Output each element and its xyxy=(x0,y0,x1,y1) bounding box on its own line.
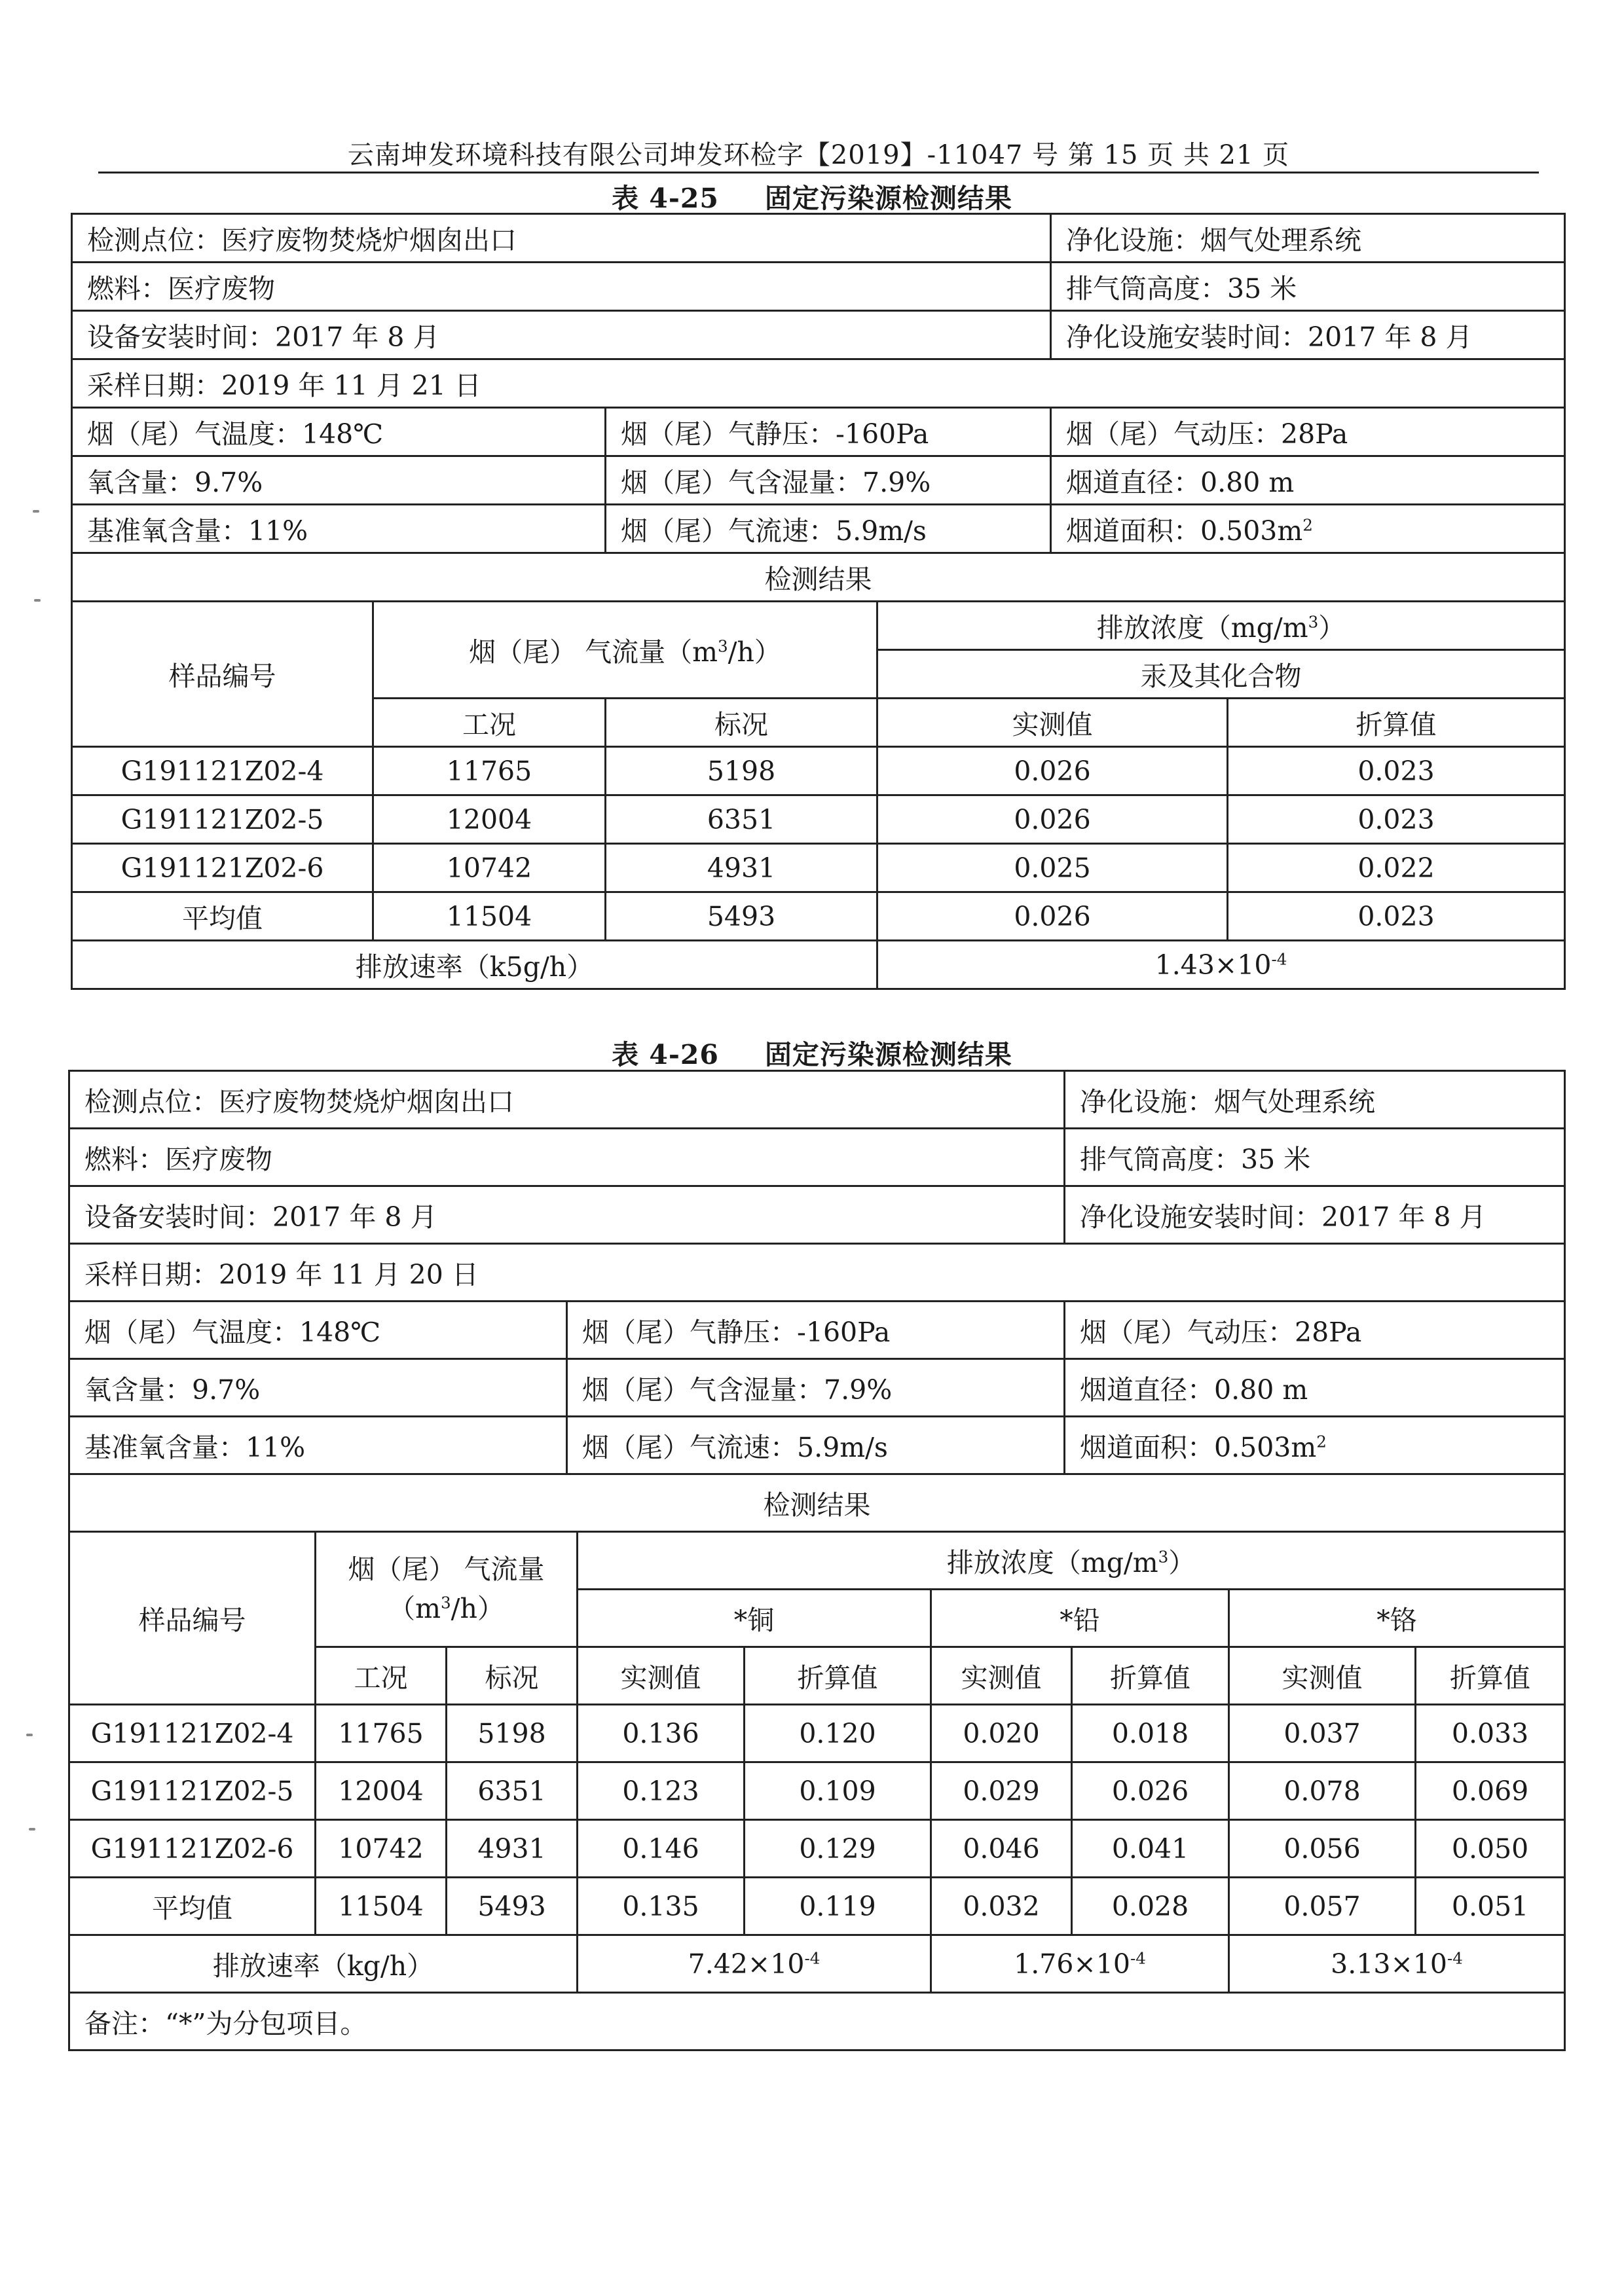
t1-results-title: 检测结果 xyxy=(72,553,1565,602)
t2-h-measured: 实测值 xyxy=(931,1647,1072,1705)
t1-fuel: 燃料：医疗废物 xyxy=(72,263,1051,311)
t2-rate-chromium-text: 3.13×10 xyxy=(1331,1948,1447,1980)
page-header: 云南坤发环境科技有限公司坤发环检字【2019】-11047 号 第 15 页 共 21 页 xyxy=(347,140,1290,170)
t1-cell: 11765 xyxy=(373,747,606,795)
t2-cell: 0.026 xyxy=(1072,1762,1229,1820)
t1-h-work: 工况 xyxy=(373,699,606,747)
t1-cell: 平均值 xyxy=(72,892,373,941)
t2-cell: 平均值 xyxy=(69,1878,316,1935)
t2-cell: 0.051 xyxy=(1416,1878,1565,1935)
t2-flow-speed: 烟（尾）气流速：5.9m/s xyxy=(567,1417,1065,1474)
table2-caption xyxy=(0,1033,1624,1072)
scan-mark xyxy=(34,599,41,602)
t2-cell: 0.136 xyxy=(578,1705,745,1762)
t2-duct-diameter: 烟道直径：0.80 m xyxy=(1065,1359,1565,1417)
t2-h-converted: 折算值 xyxy=(1072,1647,1229,1705)
t2-h-flow-tail: /h） xyxy=(451,1592,504,1624)
t1-duct-diameter: 烟道直径：0.80 m xyxy=(1051,456,1565,505)
t2-h-converted: 折算值 xyxy=(745,1647,931,1705)
t2-h-std: 标况 xyxy=(447,1647,578,1705)
t2-cell: 0.135 xyxy=(578,1878,745,1935)
t2-cell: 0.109 xyxy=(745,1762,931,1820)
t2-cell: 0.020 xyxy=(931,1705,1072,1762)
t2-h-flow-line2: （m xyxy=(388,1592,441,1624)
t2-cell: G191121Z02-6 xyxy=(69,1820,316,1878)
t1-h-flow-tail: /h） xyxy=(728,636,781,668)
t2-humidity: 烟（尾）气含湿量：7.9% xyxy=(567,1359,1065,1417)
t2-rate-lead xyxy=(931,1935,1229,1993)
t1-h-conc-sup: 3 xyxy=(1308,612,1319,632)
t1-cell: 0.023 xyxy=(1228,747,1565,795)
t1-dynamic-pressure: 烟（尾）气动压：28Pa xyxy=(1051,408,1565,456)
table-row xyxy=(69,1878,1565,1935)
table1 xyxy=(71,213,1566,602)
table1-caption-number: 表 4-25 xyxy=(612,183,719,214)
t2-fuel: 燃料：医疗废物 xyxy=(69,1129,1065,1186)
t2-duct-area-sup: 2 xyxy=(1316,1432,1327,1451)
t2-cell: 5198 xyxy=(447,1705,578,1762)
t2-location: 检测点位：医疗废物焚烧炉烟囱出口 xyxy=(69,1071,1065,1129)
t2-cell: 0.119 xyxy=(745,1878,931,1935)
t2-rate-label: 排放速率（kg/h） xyxy=(69,1935,578,1993)
t2-cell: 0.057 xyxy=(1229,1878,1416,1935)
t2-cell: 0.033 xyxy=(1416,1705,1565,1762)
t1-rate-value xyxy=(877,941,1565,989)
t1-h-conc xyxy=(877,602,1565,650)
t1-cell: 0.023 xyxy=(1228,892,1565,941)
t2-duct-area-text: 烟道面积：0.503m xyxy=(1080,1432,1317,1463)
t1-rate-value-text: 1.43×10 xyxy=(1154,949,1272,981)
t1-humidity: 烟（尾）气含湿量：7.9% xyxy=(606,456,1051,505)
table2-caption-number: 表 4-26 xyxy=(612,1039,719,1070)
t1-cell: G191121Z02-4 xyxy=(72,747,373,795)
t1-ref-oxygen: 基准氧含量：11% xyxy=(72,505,606,553)
t2-cell: 6351 xyxy=(447,1762,578,1820)
t2-h-conc-tail: ） xyxy=(1168,1547,1196,1578)
t2-h-chromium: *铬 xyxy=(1229,1590,1565,1647)
t1-cell: 5198 xyxy=(606,747,877,795)
t2-cell: 0.050 xyxy=(1416,1820,1565,1878)
t1-install-time: 设备安装时间：2017 年 8 月 xyxy=(72,311,1051,359)
header-divider xyxy=(98,172,1539,173)
t2-cell: 0.018 xyxy=(1072,1705,1229,1762)
t2-rate-exp: -4 xyxy=(1447,1948,1463,1967)
t2-results-title: 检测结果 xyxy=(69,1474,1565,1532)
t2-h-measured: 实测值 xyxy=(1229,1647,1416,1705)
t2-h-conc-sup: 3 xyxy=(1158,1547,1169,1567)
t1-cell: G191121Z02-5 xyxy=(72,795,373,844)
t2-cell: 0.037 xyxy=(1229,1705,1416,1762)
t1-stack-height: 排气筒高度：35 米 xyxy=(1051,263,1565,311)
table2 xyxy=(68,1070,1566,1533)
t1-cell: 10742 xyxy=(373,844,606,892)
t2-cell: 10742 xyxy=(316,1820,447,1878)
t2-cell: 0.069 xyxy=(1416,1762,1565,1820)
table1-results xyxy=(71,600,1566,990)
t2-oxygen: 氧含量：9.7% xyxy=(69,1359,567,1417)
t2-h-flow xyxy=(316,1532,578,1647)
t1-cell: 12004 xyxy=(373,795,606,844)
t2-cell: 0.056 xyxy=(1229,1820,1416,1878)
table-row xyxy=(72,747,1565,795)
t1-cell: 0.023 xyxy=(1228,795,1565,844)
t1-cell: 0.025 xyxy=(877,844,1228,892)
t2-rate-lead-text: 1.76×10 xyxy=(1014,1948,1130,1980)
t2-cell: 11765 xyxy=(316,1705,447,1762)
t2-cell: G191121Z02-5 xyxy=(69,1762,316,1820)
table2-results xyxy=(68,1531,1566,2051)
t2-install-time: 设备安装时间：2017 年 8 月 xyxy=(69,1186,1065,1244)
t1-h-converted: 折算值 xyxy=(1228,699,1565,747)
t1-cell: 4931 xyxy=(606,844,877,892)
t1-static-pressure: 烟（尾）气静压：-160Pa xyxy=(606,408,1051,456)
t2-h-conc-text: 排放浓度（mg/m xyxy=(946,1547,1158,1578)
t1-oxygen: 氧含量：9.7% xyxy=(72,456,606,505)
t2-cell: 0.078 xyxy=(1229,1762,1416,1820)
table1-caption-title: 固定污染源检测结果 xyxy=(764,183,1012,214)
t1-cell: 11504 xyxy=(373,892,606,941)
t1-location: 检测点位：医疗废物焚烧炉烟囱出口 xyxy=(72,214,1051,263)
t1-h-flow xyxy=(373,602,877,699)
t1-sample-date: 采样日期：2019 年 11 月 21 日 xyxy=(72,359,1565,408)
t1-duct-area xyxy=(1051,505,1565,553)
t1-flow-speed: 烟（尾）气流速：5.9m/s xyxy=(606,505,1051,553)
t2-cell: 0.029 xyxy=(931,1762,1072,1820)
t1-temp: 烟（尾）气温度：148℃ xyxy=(72,408,606,456)
scan-mark xyxy=(33,510,39,513)
t2-dynamic-pressure: 烟（尾）气动压：28Pa xyxy=(1065,1302,1565,1359)
table1-caption xyxy=(0,177,1624,215)
t2-h-copper: *铜 xyxy=(578,1590,931,1647)
t2-rate-copper-text: 7.42×10 xyxy=(688,1948,805,1980)
t2-cell: 0.046 xyxy=(931,1820,1072,1878)
t2-purification: 净化设施：烟气处理系统 xyxy=(1065,1071,1565,1129)
t1-h-pollutant: 汞及其化合物 xyxy=(877,650,1565,699)
t2-rate-copper xyxy=(578,1935,931,1993)
t1-purification-install: 净化设施安装时间：2017 年 8 月 xyxy=(1051,311,1565,359)
t2-cell: 0.041 xyxy=(1072,1820,1229,1878)
t2-h-lead: *铅 xyxy=(931,1590,1229,1647)
t1-h-conc-tail: ） xyxy=(1318,612,1346,644)
t2-purification-install: 净化设施安装时间：2017 年 8 月 xyxy=(1065,1186,1565,1244)
t2-cell: 12004 xyxy=(316,1762,447,1820)
table-row xyxy=(69,1762,1565,1820)
t2-h-flow-line1: 烟（尾） 气流量 xyxy=(348,1554,545,1586)
t2-note: 备注：“*”为分包项目。 xyxy=(69,1993,1565,2050)
t2-cell: 4931 xyxy=(447,1820,578,1878)
t1-duct-area-text: 烟道面积：0.503m xyxy=(1066,515,1303,547)
t2-static-pressure: 烟（尾）气静压：-160Pa xyxy=(567,1302,1065,1359)
t1-rate-label: 排放速率（k5g/h） xyxy=(72,941,877,989)
t2-h-measured: 实测值 xyxy=(578,1647,745,1705)
table-row xyxy=(72,892,1565,941)
t2-duct-area xyxy=(1065,1417,1565,1474)
t1-purification: 净化设施：烟气处理系统 xyxy=(1051,214,1565,263)
t2-rate-exp: -4 xyxy=(1130,1948,1146,1967)
t2-stack-height: 排气筒高度：35 米 xyxy=(1065,1129,1565,1186)
t2-cell: 0.123 xyxy=(578,1762,745,1820)
t2-h-flow-sup: 3 xyxy=(441,1592,451,1612)
t2-temp: 烟（尾）气温度：148℃ xyxy=(69,1302,567,1359)
table2-caption-title: 固定污染源检测结果 xyxy=(764,1039,1012,1070)
t2-h-work: 工况 xyxy=(316,1647,447,1705)
t2-cell: G191121Z02-4 xyxy=(69,1705,316,1762)
t1-h-conc-text: 排放浓度（mg/m xyxy=(1096,612,1308,644)
table-row xyxy=(69,1820,1565,1878)
t2-cell: 11504 xyxy=(316,1878,447,1935)
t2-cell: 5493 xyxy=(447,1878,578,1935)
t2-cell: 0.120 xyxy=(745,1705,931,1762)
t2-rate-exp: -4 xyxy=(804,1948,821,1967)
t2-cell: 0.032 xyxy=(931,1878,1072,1935)
t2-h-conc xyxy=(578,1532,1565,1590)
table-row xyxy=(72,844,1565,892)
t2-h-converted: 折算值 xyxy=(1416,1647,1565,1705)
table-row xyxy=(72,795,1565,844)
t1-cell: 6351 xyxy=(606,795,877,844)
scan-mark xyxy=(26,1734,33,1736)
scan-mark xyxy=(29,1828,35,1831)
t1-cell: 0.026 xyxy=(877,892,1228,941)
t2-cell: 0.146 xyxy=(578,1820,745,1878)
t2-ref-oxygen: 基准氧含量：11% xyxy=(69,1417,567,1474)
t1-cell: 5493 xyxy=(606,892,877,941)
t2-sample-date: 采样日期：2019 年 11 月 20 日 xyxy=(69,1244,1565,1302)
table-row xyxy=(69,1705,1565,1762)
t2-h-sample: 样品编号 xyxy=(69,1532,316,1705)
t1-h-measured: 实测值 xyxy=(877,699,1228,747)
t1-cell: 0.026 xyxy=(877,795,1228,844)
t1-h-std: 标况 xyxy=(606,699,877,747)
t2-rate-chromium xyxy=(1229,1935,1565,1993)
t1-h-sample: 样品编号 xyxy=(72,602,373,747)
t2-cell: 0.028 xyxy=(1072,1878,1229,1935)
t1-h-flow-sup: 3 xyxy=(718,636,728,656)
t1-cell: 0.022 xyxy=(1228,844,1565,892)
t1-rate-exp: -4 xyxy=(1271,949,1287,968)
t1-h-flow-text: 烟（尾） 气流量（m xyxy=(469,636,718,668)
t1-cell: G191121Z02-6 xyxy=(72,844,373,892)
t2-cell: 0.129 xyxy=(745,1820,931,1878)
t1-cell: 0.026 xyxy=(877,747,1228,795)
t1-duct-area-sup: 2 xyxy=(1302,515,1313,535)
